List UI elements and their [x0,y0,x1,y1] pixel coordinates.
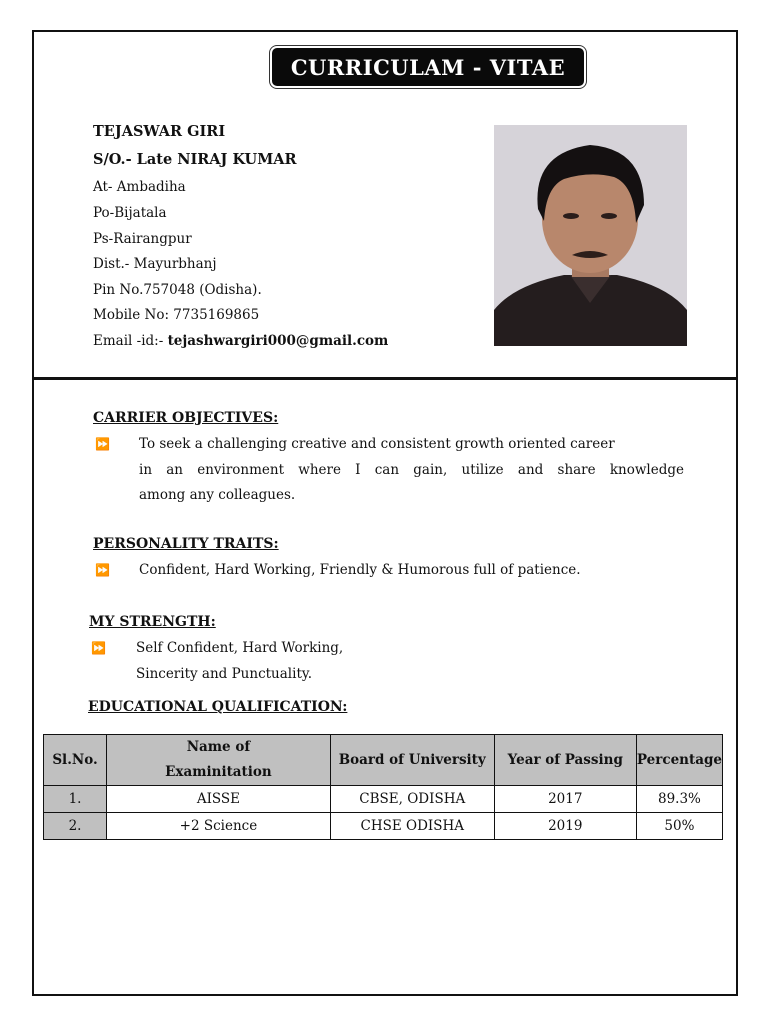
table-cell: 2017 [494,786,636,813]
traits-text: Confident, Hard Working, Friendly & Humorous full of patience. [139,562,581,578]
education-heading: EDUCATIONAL QUALIFICATION: [88,699,348,715]
address-line-5: Pin No.757048 (Odisha). [93,282,262,298]
table-cell: AISSE [107,786,331,813]
objective-line-3: among any colleagues. [139,487,296,503]
email-address: tejashwargiri000@gmail.com [167,333,389,349]
table-cell: 50% [636,813,722,840]
column-header: Name of Examinitation [107,735,331,786]
table-row [44,813,723,840]
table-cell: 2. [44,813,107,840]
column-header: Year of Passing [494,735,636,786]
objective-line-1: To seek a challenging creative and consistent growth oriented career [139,436,615,452]
strength-line-2: Sincerity and Punctuality. [136,666,312,682]
bullet-icon: ⏩ [95,563,110,577]
column-header: Board of University [330,735,494,786]
objective-line-2: in an environment where I can gain, utilize and share knowledge [139,462,684,478]
bullet-icon: ⏩ [91,641,106,655]
father-name: S/O.- Late NIRAJ KUMAR [93,151,297,168]
column-header: Sl.No. [44,735,107,786]
objectives-heading: CARRIER OBJECTIVES: [93,410,279,426]
profile-photo [494,125,687,346]
table-cell: +2 Science [107,813,331,840]
candidate-name: TEJASWAR GIRI [93,123,226,140]
table-header-row [44,735,723,786]
mobile-number: 7735169865 [173,307,260,323]
table-row [44,786,723,813]
table-cell: 1. [44,786,107,813]
bullet-icon: ⏩ [95,437,110,451]
portrait-image [494,125,687,346]
column-header: Percentage [636,735,722,786]
address-line-1: At- Ambadiha [93,179,186,195]
email-label: Email -id:- [93,333,164,349]
traits-heading: PERSONALITY TRAITS: [93,536,279,552]
address-line-2: Po-Bijatala [93,205,167,221]
cv-title: CURRICULAM - VITAE [272,48,584,86]
table-cell: CHSE ODISHA [330,813,494,840]
strength-heading: MY STRENGTH: [89,614,216,630]
strength-line-1: Self Confident, Hard Working, [136,640,344,656]
mobile-label: Mobile No: [93,307,169,323]
header-divider [34,377,736,380]
address-line-4: Dist.- Mayurbhanj [93,256,217,272]
mobile-line [93,307,259,323]
table-cell: CBSE, ODISHA [330,786,494,813]
table-cell: 89.3% [636,786,722,813]
table-cell: 2019 [494,813,636,840]
education-table [43,734,723,840]
email-line [93,333,388,349]
address-line-3: Ps-Rairangpur [93,231,192,247]
